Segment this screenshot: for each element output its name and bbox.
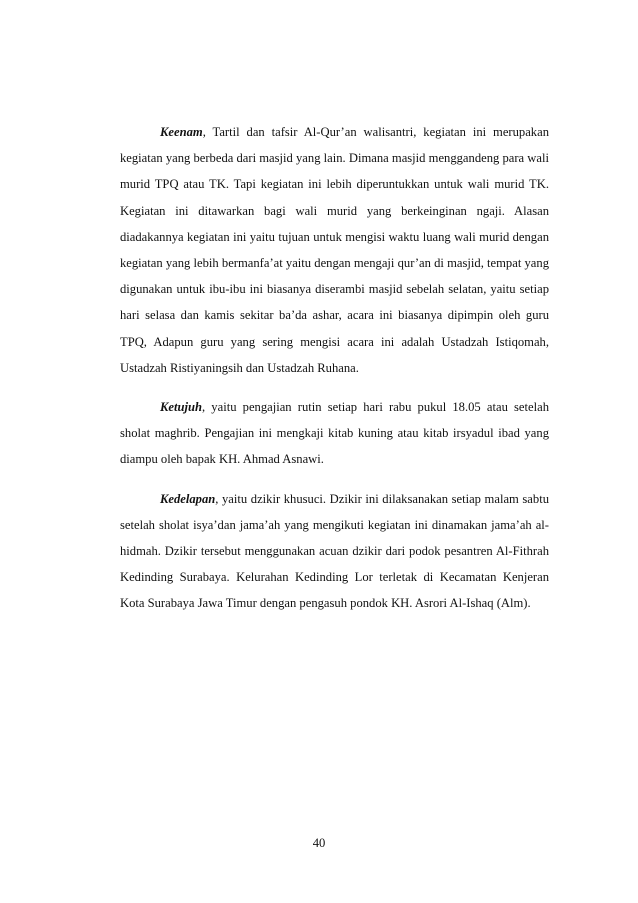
page-number: 40 [312, 836, 326, 850]
paragraph-lead: Ketujuh [160, 400, 202, 415]
paragraph-keenam [120, 119, 549, 381]
paragraph-kedelapan [120, 486, 549, 617]
paragraph-ketujuh [120, 394, 549, 473]
paragraph-lead: Kedelapan [160, 491, 216, 506]
paragraph-text: , Tartil dan tafsir Al-Qur’an walisantri, kegiatan ini merupakan kegiatan yang berbeda dari masjid yang lain. Dimana masjid menggandeng para wali murid TPQ atau TK. Tapi kegiatan ini lebih diperuntukkan untuk wali murid TK. Kegiatan ini ditawarkan bagi wali murid yang berkeinginan ngaji. Alasan diadakannya kegiatan ini yaitu tujuan untuk mengisi waktu luang wali murid dengan kegiatan yang lebih bermanfa’at yaitu dengan mengaji qur’an di masjid, tempat yang digunakan untuk ibu-ibu ini biasanya diserambi masjid sebelah selatan, yaitu setiap hari selasa dan kamis sekitar ba’da ashar, acara ini biasanya dipimpin oleh guru TPQ, Adapun guru yang sering mengisi acara ini adalah Ustadzah Istiqomah, Ustadzah Ristiyaningsih dan Ustadzah Ruhana. [120, 125, 549, 375]
body-text [120, 119, 549, 617]
paragraph-text: , yaitu pengajian rutin setiap hari rabu pukul 18.05 atau setelah sholat maghrib. Pengajian ini mengkaji kitab kuning atau kitab irsyadul ibad yang diampu oleh bapak KH. Ahmad Asnawi. [120, 400, 549, 467]
paragraph-lead: Keenam [160, 125, 203, 139]
paragraph-text: , yaitu dzikir khusuci. Dzikir ini dilaksanakan setiap malam sabtu setelah sholat isya’dan jama’ah yang mengikuti kegiatan ini dinamakan jama’ah al-hidmah. Dzikir tersebut menggunakan acuan dzikir dari podok pesantren Al-Fithrah Kedinding Surabaya. Kelurahan Kedinding Lor terletak di Kecamatan Kenjeran Kota Surabaya Jawa Timur dengan pengasuh pondok KH. Asrori Al-Ishaq (Alm). [120, 491, 549, 611]
